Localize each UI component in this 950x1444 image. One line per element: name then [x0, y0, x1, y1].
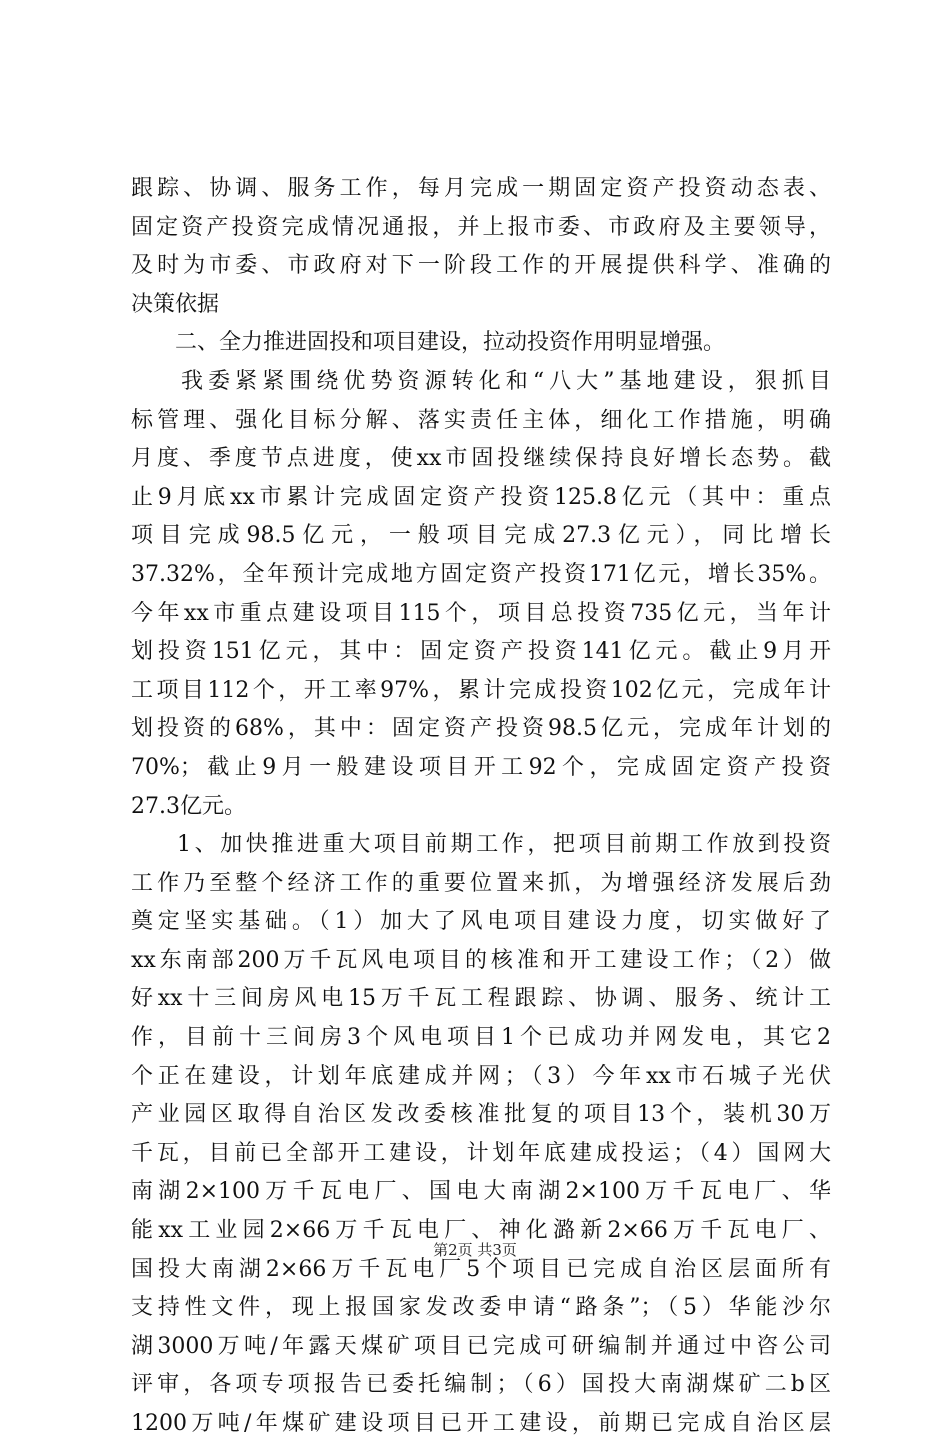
text-line: 1200万吨/年煤矿建设项目已开工建设，前期已完成自治区层 [131, 1411, 831, 1436]
text-line: 固定资产投资完成情况通报，并上报市委、市政府及主要领导， [131, 214, 831, 240]
text-line: 跟踪、协调、服务工作，每月完成一期固定资产投资动态表、 [131, 176, 831, 201]
text-line: 评审，各项专项报告已委托编制；（6）国投大南湖煤矿二b区 [131, 1372, 831, 1398]
text-line: 千瓦，目前已全部开工建设，计划年底建成投运；（4）国网大 [131, 1140, 831, 1166]
text-line: 国投大南湖2×66万千瓦电厂5个项目已完成自治区层面所有 [131, 1256, 831, 1282]
text-line: 70%；截止9月一般建设项目开工92个，完成固定资产投资 [131, 754, 831, 780]
text-line: 工作乃至整个经济工作的重要位置来抓，为增强经济发展后劲 [131, 870, 831, 896]
text-line: 标管理、强化目标分解、落实责任主体，细化工作措施，明确 [131, 407, 831, 433]
page-footer [0, 1240, 950, 1260]
text-line: 37.32%，全年预计完成地方固定资产投资171亿元，增长35%。 [131, 561, 831, 587]
text-line: 作，目前十三间房3个风电项目1个已成功并网发电，其它2 [131, 1025, 831, 1051]
text-line: 划投资的68%，其中：固定资产投资98.5亿元，完成年计划的 [131, 716, 831, 742]
text-line: 今年xx市重点建设项目115个，项目总投资735亿元，当年计 [131, 600, 831, 626]
text-line: 划投资151亿元，其中：固定资产投资141亿元。截止9月开 [131, 639, 831, 665]
text-line: 及时为市委、市政府对下一阶段工作的开展提供科学、准确的 [131, 253, 831, 279]
text-line: 27.3亿元。 [131, 793, 246, 819]
text-line: 好xx十三间房风电15万千瓦工程跟踪、协调、服务、统计工 [131, 986, 831, 1012]
text-line: 1、加快推进重大项目前期工作，把项目前期工作放到投资 [177, 832, 831, 858]
text-line: 我委紧紧围绕优势资源转化和“八大”基地建设，狠抓目 [181, 368, 831, 394]
text-line: 个正在建设，计划年底建成并网；（3）今年xx市石城子光伏 [131, 1063, 831, 1089]
text-line: 决策依据 [131, 291, 220, 317]
text-line: 产业园区取得自治区发改委核准批复的项目13个，装机30万 [131, 1102, 831, 1128]
text-line: 南湖2×100万千瓦电厂、国电大南湖2×100万千瓦电厂、华 [131, 1179, 831, 1205]
text-line: 工项目112个，开工率97%，累计完成投资102亿元，完成年计 [131, 677, 831, 703]
section-heading: 二、全力推进固投和项目建设，拉动投资作用明显增强。 [175, 330, 726, 356]
text-line: 能xx工业园2×66万千瓦电厂、神化潞新2×66万千瓦电厂、 [131, 1218, 831, 1244]
text-line: 湖3000万吨/年露天煤矿项目已完成可研编制并通过中咨公司 [131, 1333, 831, 1359]
text-line: 支持性文件，现上报国家发改委申请“路条”；（5）华能沙尔 [131, 1295, 831, 1321]
page-number: 第2页 共3页 [433, 1241, 517, 1259]
text-line: 项目完成98.5亿元，一般项目完成27.3亿元），同比增长 [131, 523, 831, 549]
text-line: 止9月底xx市累计完成固定资产投资125.8亿元（其中：重点 [131, 484, 831, 510]
text-line: 月度、季度节点进度，使xx市固投继续保持良好增长态势。截 [131, 446, 831, 472]
text-line: xx东南部200万千瓦风电项目的核准和开工建设工作；（2）做 [131, 947, 831, 973]
text-line: 奠定坚实基础。（1）加大了风电项目建设力度，切实做好了 [131, 909, 831, 935]
